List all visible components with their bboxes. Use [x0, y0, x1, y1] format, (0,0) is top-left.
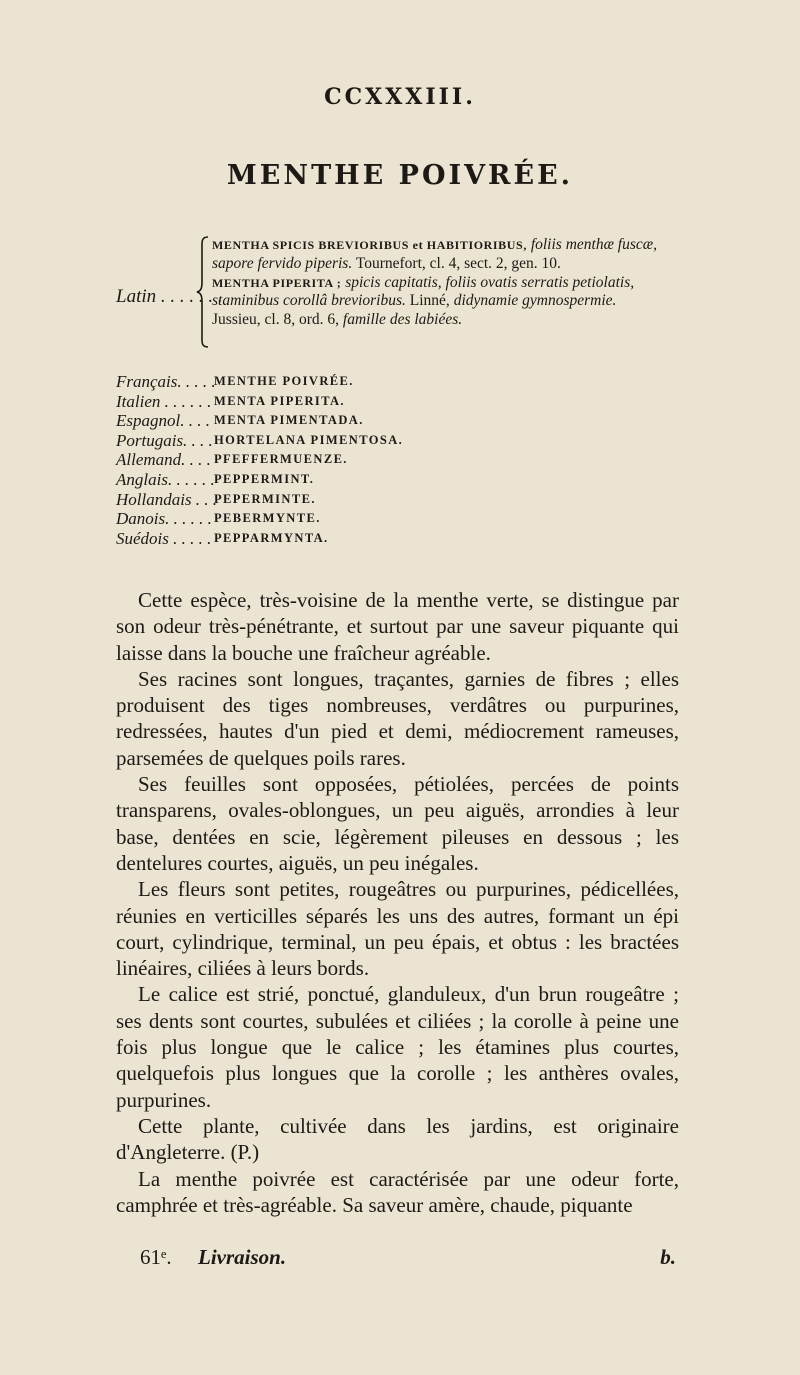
language-label: Hollandais . . . [116, 489, 218, 509]
latin-jussieu-family: famille des labiées. [342, 311, 463, 329]
vernacular-term: PEPPARMYNTA. [214, 530, 329, 545]
language-label: Suédois . . . . . [116, 528, 212, 548]
language-label: Français. . . . . [116, 372, 216, 391]
language-label: Italien . . . . . . [116, 391, 212, 411]
livraison-label: Livraison. [198, 1245, 287, 1269]
paragraph: Ses racines sont longues, traçantes, garnies de fibres ; elles produisent des tiges nombreuses, verdâtres ou purpurines, redressées, hautes d'un pied et demi, médiocrement rameuses, parsemées de quelques poils rares. [116, 666, 679, 770]
vernacular-term: PFEFFERMUENZE. [214, 452, 348, 467]
vernacular-term: PEPERMINTE. [214, 491, 316, 506]
name-row [116, 490, 676, 510]
name-row [116, 509, 676, 529]
paragraph: Cette espèce, très-voisine de la menthe verte, se distingue par son odeur très-pénétrante, et surtout par une saveur piquante qui laisse dans la bouche une fraîcheur agréable. [116, 588, 679, 665]
vernacular-term: MENTA PIPERITA. [214, 393, 345, 408]
latin-tournefort-desc: foliis menthæ fuscæ, sapore fervido piperis. [212, 236, 657, 272]
name-row [116, 392, 676, 412]
latin-linne-ref: Linné, [409, 292, 450, 310]
paragraph: La menthe poivrée est caractérisée par une odeur forte, camphrée et très-agréable. Sa saveur amère, chaude, piquante [116, 1166, 679, 1217]
name-row [116, 529, 676, 549]
vernacular-term: HORTELANA PIMENTOSA. [214, 432, 404, 447]
paragraph: Le calice est strié, ponctué, glanduleux, d'un brun rougeâtre ; ses dents sont courtes, subulées et ciliées ; la corolle à peine une fois plus longue que le calice ; les étamines plus courtes, quelquefois plus longues que la corolle ; les anthères ovales, purpurines. [116, 982, 679, 1112]
latin-synonyms [212, 236, 667, 330]
page-title: MENTHE POIVRÉE. [226, 160, 574, 191]
plate-number: CCXXXIII. [324, 84, 476, 110]
vernacular-term: MENTA PIMENTADA. [214, 413, 364, 428]
latin-linne-name: MENTHA PIPERITA ; [212, 275, 342, 290]
name-row [116, 450, 676, 470]
name-row [116, 431, 676, 451]
curly-brace-icon [196, 236, 210, 348]
signature-mark: b. [660, 1245, 676, 1269]
livraison-number: 61ᵉ. [140, 1245, 172, 1269]
vernacular-term: MENTHE POIVRÉE. [214, 374, 354, 388]
latin-jussieu-ref: Jussieu, cl. 8, ord. 6, [212, 311, 340, 329]
language-label: Danois. . . . . . [116, 509, 212, 529]
vernacular-names [116, 372, 676, 548]
page-footer [140, 1245, 676, 1273]
latin-tournefort-name: MENTHA SPICIS BREVIORIBUS et HABITIORIBUS, [212, 238, 527, 252]
latin-label: Latin . . . . . . . [116, 286, 223, 307]
vernacular-term: PEPPERMINT. [214, 471, 315, 486]
language-label: Espagnol. . . . [116, 411, 210, 431]
name-row [116, 372, 676, 392]
latin-tournefort-ref: Tournefort, cl. 4, sect. 2, gen. 10. [355, 254, 561, 272]
language-label: Allemand. . . . [116, 450, 211, 470]
vernacular-term: PEBERMYNTE. [214, 511, 321, 526]
name-row [116, 470, 676, 490]
latin-linne-desc: spicis capitatis, foliis ovatis serratis petiolatis, staminibus corollâ brevioribus. [212, 273, 635, 310]
paragraph: Cette plante, cultivée dans les jardins, est originaire d'Angleterre. (P.) [116, 1113, 679, 1165]
paragraph: Les fleurs sont petites, rougeâtres ou purpurines, pédicellées, réunies en verticilles séparés les uns des autres, formant un épi court, cylindrique, terminal, un peu épais, et obtus : les bractées linéaires, ciliées à leurs bords. [116, 877, 679, 981]
description-text [116, 587, 679, 1218]
latin-linne-class: didynamie gymnospermie. [453, 292, 617, 310]
name-row [116, 411, 676, 431]
language-label: Anglais. . . . . . [116, 469, 215, 489]
paragraph: Ses feuilles sont opposées, pétiolées, percées de points transparens, ovales-oblongues, un peu aiguës, arrondies à leur base, dentées en scie, légèrement pileuses en dessous ; les dentelures courtes, aiguës, un peu inégales. [116, 772, 679, 875]
language-label: Portugais. . . . [116, 430, 213, 450]
